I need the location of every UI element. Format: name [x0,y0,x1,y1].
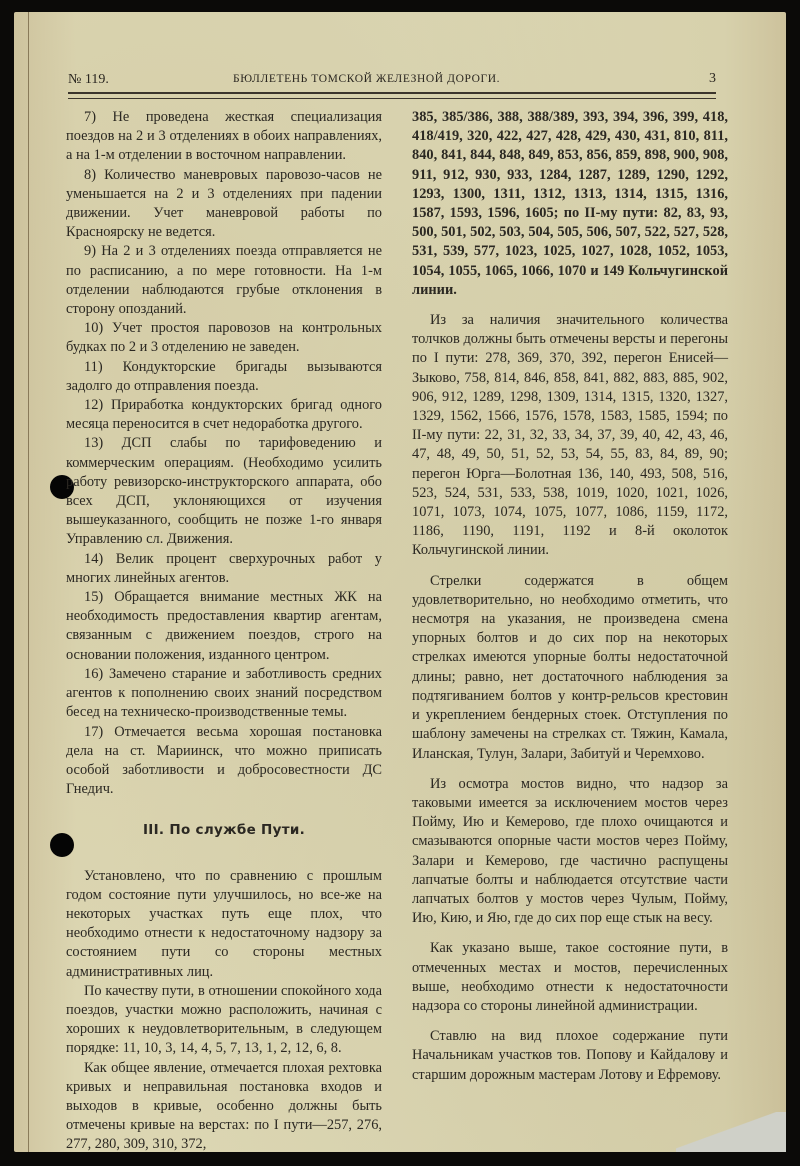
list-item-13: 13) ДСП слабы по тарифоведению и коммерческим операциям. (Необходимо усилить работу ревизорско-инструкторского аппарата, обо всех ДСП, уклоняющихся от изучения вышеуказанного, сообщить не позже 1-го января Управлению сл. Движения. [66,435,382,548]
list-item-11: 11) Кондукторские бригады вызываются задолго до отправления поезда. [66,358,382,394]
header-rule [68,92,716,99]
paragraph: Как общее явление, отмечается плохая рехтовка кривых и неправильная постановка входов и выходов в кривые, особенно должны быть отмечены кривые на верстах: по I пути—257, 276, 277, 280, 309, 310, 372, [66,1059,382,1153]
page-edge-line [28,12,29,1152]
list-item-10: 10) Учет простоя паровозов на контрольных будках по 2 и 3 отделению не заведен. [66,320,382,356]
paragraph: Стрелки содержатся в общем удовлетворительно, но необходимо отметить, что несмотря на указания, не произведена смена упорных болтов и до сих пор на некоторых стрелках имеются упорные болты недостаточной длины; равно, нет достаточного наблюдения за подтягиванием болтов у контр-рельсов крестовин и укреплением бендерных стоек. Отступления по шаблону замечены на стрелках ст. Тяжин, Камала, Иланская, Тулун, Залари, Забитуй и Черемхово. [412,572,728,762]
right-column [412,108,728,1085]
paragraph: Как указано выше, такое состояние пути, в отмеченных местах и мостов, перечисленных выше, необходимо отнести к недостаточности надзора со стороны линейной администрации. [412,940,728,1014]
list-item-16: 16) Замечено старание и заботливость средних агентов к пополнению своих знаний посредством бесед на техническо-производственные темы. [66,665,382,721]
verst-list-paragraph: 385, 385/386, 388, 388/389, 393, 394, 396, 399, 418, 418/419, 320, 422, 427, 428, 429, 430, 431, 810, 811, 840, 841, 844, 848, 849, 853, 856, 859, 898, 900, 908, 911, 912, 930, 933, 1284, 1287, 1289, 1290, 1292, 1293, 1300, 1311, 1312, 1313, 1314, 1315, 1316, 1587, 1593, 1596, 1605; по II-му пути: 82, 83, 93, 500, 501, 502, 503, 504, 505, 506, 507, 522, 527, 528, 531, 539, 577, 1023, 1025, 1027, 1028, 1052, 1053, 1054, 1055, 1065, 1066, 1070 и 149 Кольчугинской линии. [412,109,728,298]
list-item-17: 17) Отмечается весьма хорошая постановка дела на ст. Мариинск, что можно приписать особой заботливости и добросовестности ДС Гнедич. [66,723,382,798]
paragraph: Из за наличия значительного количества толчков должны быть отмечены версты и перегоны по I пути: 278, 369, 370, 392, перегон Енисей—Зыково, 758, 814, 846, 858, 841, 882, 883, 885, 902, 906, 912, 1289, 1298, 1309, 1314, 1315, 1320, 1327, 1329, 1562, 1566, 1576, 1578, 1583, 1585, 1594; по II-му пути: 22, 31, 32, 33, 34, 37, 39, 40, 42, 43, 46, 47, 48, 49, 50, 51, 52, 53, 54, 55, 83, 84, 89, 90; перегон Юрга—Болотная 136, 140, 493, 508, 516, 523, 524, 531, 533, 538, 1019, 1020, 1021, 1026, 1071, 1073, 1074, 1075, 1077, 1086, 1159, 1172, 1186, 1190, 1191, 1192 и 8-й околоток Кольчугинской линии. [412,312,728,559]
list-item-14: 14) Велик процент сверхурочных работ у многих линейных агентов. [66,550,382,586]
list-item-15: 15) Обращается внимание местных ЖК на необходимость предоставления квартир агентам, связанным с движением поездов, строго на основании положения, изданного центром. [66,589,382,663]
publication-title: БЮЛЛЕТЕНЬ ТОМСКОЙ ЖЕЛЕЗНОЙ ДОРОГИ. [233,73,501,85]
section-heading: III. По службе Пути. [142,822,306,839]
list-item-8: 8) Количество маневровых паровозо-часов не уменьшается на 2 и 3 отделениях при падении движении. Учет маневровой работы по Красноярску не ведется. [66,166,382,241]
list-item-12: 12) Приработка кондукторских бригад одного месяца переносится в счет недоработка другого. [66,397,382,433]
list-item-7: 7) Не проведена жесткая специализация поездов на 2 и 3 отделениях в обоих направлениях, а на 1-м отделении в восточном направлении. [66,109,382,164]
paragraph: Из осмотра мостов видно, что надзор за таковыми имеется за исключением мостов через Пойму, Ию и Кемерово, где плохо очищаются и смазываются опорные части мостов через Пойму, Залари и Кемерово, где частично распущены лапчатые болты и наблюдается отсутствие части лапчатых болтов у мостов через Чулым, Пойму, Ию, Кию, и Яю, где до сих пор еще стык на весу. [412,775,728,927]
paragraph: По качеству пути, в отношении спокойного хода поездов, участки можно расположить, начиная с хороших к неудовлетворительным, в следующем порядке: 11, 10, 3, 14, 4, 5, 7, 13, 1, 2, 12, 6, 8. [66,982,382,1057]
paragraph: Установлено, что по сравнению с прошлым годом состояние пути улучшилось, но все-же на некоторых участках путь еще плох, что необходимо отнести к недостаточному надзору за состоянием пути со стороны местных административных лиц. [66,867,382,980]
running-header [68,70,716,90]
page-number: 3 [709,71,716,86]
left-column [66,108,382,1155]
page-corner-fold [676,1112,786,1152]
issue-number: № 119. [68,72,109,87]
list-item-9: 9) На 2 и 3 отделениях поезда отправляется не по расписанию, а по мере готовности. На 1-м отделении наблюдаются грубые отклонения в сторону опозданий. [66,243,382,318]
paragraph: Ставлю на вид плохое содержание пути Начальникам участков тов. Попову и Кайдалову и старшим дорожным мастерам Лотову и Ефремову. [412,1028,728,1083]
